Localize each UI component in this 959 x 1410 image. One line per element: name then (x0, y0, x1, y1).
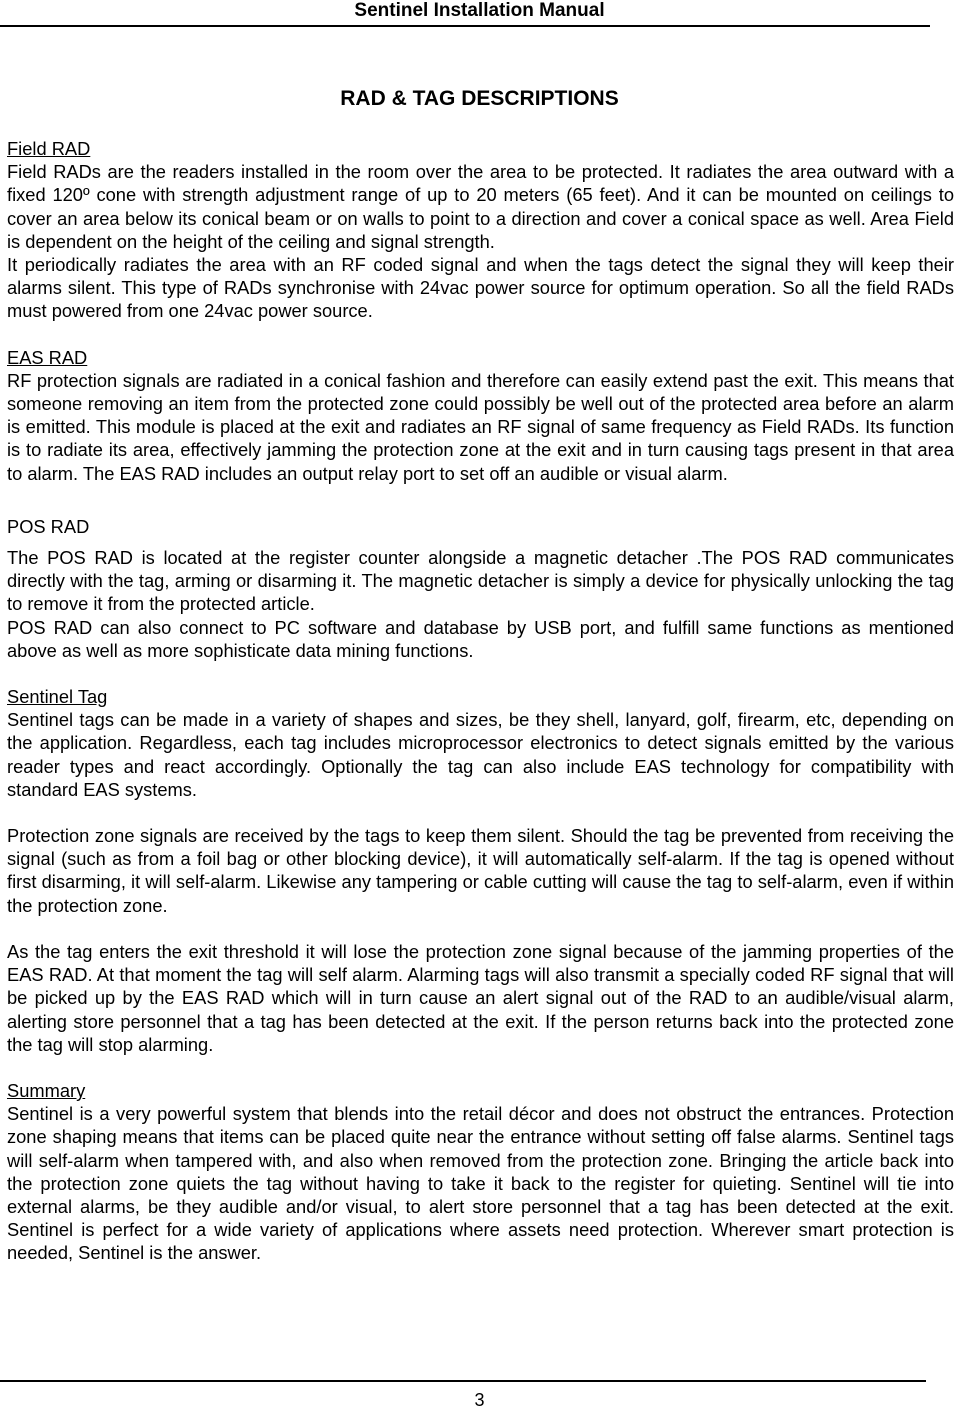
running-header: Sentinel Installation Manual (354, 0, 605, 21)
sentinel-tag-paragraph-1: Sentinel tags can be made in a variety of shapes and sizes, be they shell, lanyard, golf, firearm, etc, depending on the application. Regardless, each tag includes microprocessor electronics to detect signals emitted by the various reader types and react accordingly. Optionally the tag can also include EAS technology for compatibility with standard EAS systems. (7, 709, 954, 800)
page-number: 3 (474, 1390, 485, 1410)
page-title: RAD & TAG DESCRIPTIONS (340, 87, 619, 110)
section-field-rad (7, 137, 954, 323)
pos-rad-paragraph-1: The POS RAD is located at the register counter alongside a magnetic detacher .The POS RAD communicates directly with the tag, arming or disarming it. The magnetic detacher is simply a device for physically unlocking the tag to remove it from the protected article. (7, 547, 954, 615)
document-body (7, 137, 954, 1265)
pos-rad-paragraph-2: POS RAD can also connect to PC software and database by USB port, and fulfill same functions as mentioned above as well as more sophisticate data mining functions. (7, 616, 954, 661)
field-rad-paragraph-1: Field RADs are the readers installed in the room over the area to be protected. It radiates the area outward with a fixed 120º cone with strength adjustment range of up to 20 meters (65 feet). And it can be mounted on ceilings to cover an area below its conical beam or on walls to point to a direction and cover a conical space as well. Area Field is dependent on the height of the ceiling and signal strength. (7, 161, 954, 252)
sentinel-tag-paragraph-3: As the tag enters the exit threshold it will lose the protection zone signal because of the jamming properties of the EAS RAD. At that moment the tag will self alarm. Alarming tags will also transmit a specially coded RF signal that will be picked up by the EAS RAD which will in turn cause an alert signal out of the RAD to an audible/visual alarm, alerting store personnel that a tag has been detected at the exit. If the person returns back into the protected zone the tag will stop alarming. (7, 940, 954, 1055)
section-eas-rad (7, 346, 954, 485)
sentinel-tag-paragraph-2: Protection zone signals are received by the tags to keep them silent. Should the tag be prevented from receiving the signal (such as from a foil bag or other blocking device), it will automatically self-alarm. If the tag is opened without first disarming, it will self-alarm. Likewise any tampering or cable cutting will cause the tag to self-alarm, even if within the protection zone. (7, 825, 954, 916)
spacer (7, 323, 954, 346)
section-summary (7, 1079, 954, 1265)
spacer (7, 538, 954, 546)
spacer (7, 917, 954, 940)
summary-paragraph-1: Sentinel is a very powerful system that blends into the retail décor and does not obstruct the entrances. Protection zone shaping means that items can be placed quite near the entrance without setting off false alarms. Sentinel tags will self-alarm when tampered with, and also when removed from the protection zone. Bringing the article back into the protection zone quiets the tag without having to take it back to the register for quieting. Sentinel will tie into external alarms, be they audible and/or visual, to alert store personnel that a tag has been detected at the exit. Sentinel is perfect for a wide variety of applications where assets need protection. Wherever smart protection is needed, Sentinel is the answer. (7, 1103, 954, 1264)
spacer (7, 662, 954, 685)
spacer (7, 485, 954, 515)
section-sentinel-tag (7, 685, 954, 1056)
section-heading-pos-rad: POS RAD (7, 515, 90, 537)
field-rad-paragraph-2: It periodically radiates the area with an RF coded signal and when the tags detect the signal they will keep their alarms silent. This type of RADs synchronise with 24vac power source for optimum operation. So all the field RADs must powered from one 24vac power source. (7, 254, 954, 322)
section-heading-summary: Summary (7, 1079, 86, 1101)
section-heading-field-rad: Field RAD (7, 138, 91, 159)
section-heading-eas-rad: EAS RAD (7, 346, 88, 368)
eas-rad-paragraph-1: RF protection signals are radiated in a conical fashion and therefore can easily extend past the exit. This means that someone removing an item from the protected zone could possibly be well out of the protected area before an alarm is emitted. This module is placed at the exit and radiates an RF signal of same frequency as Field RADs. Its function is to radiate its area, effectively jamming the protection zone at the exit and in turn causing tags present in that area to alarm. The EAS RAD includes an output relay port to set off an audible or visual alarm. (7, 369, 954, 484)
footer-rule (0, 1380, 926, 1382)
section-heading-sentinel-tag: Sentinel Tag (7, 686, 108, 708)
header-rule (0, 25, 930, 27)
spacer (7, 801, 954, 824)
section-pos-rad (7, 515, 954, 662)
spacer (7, 1056, 954, 1079)
